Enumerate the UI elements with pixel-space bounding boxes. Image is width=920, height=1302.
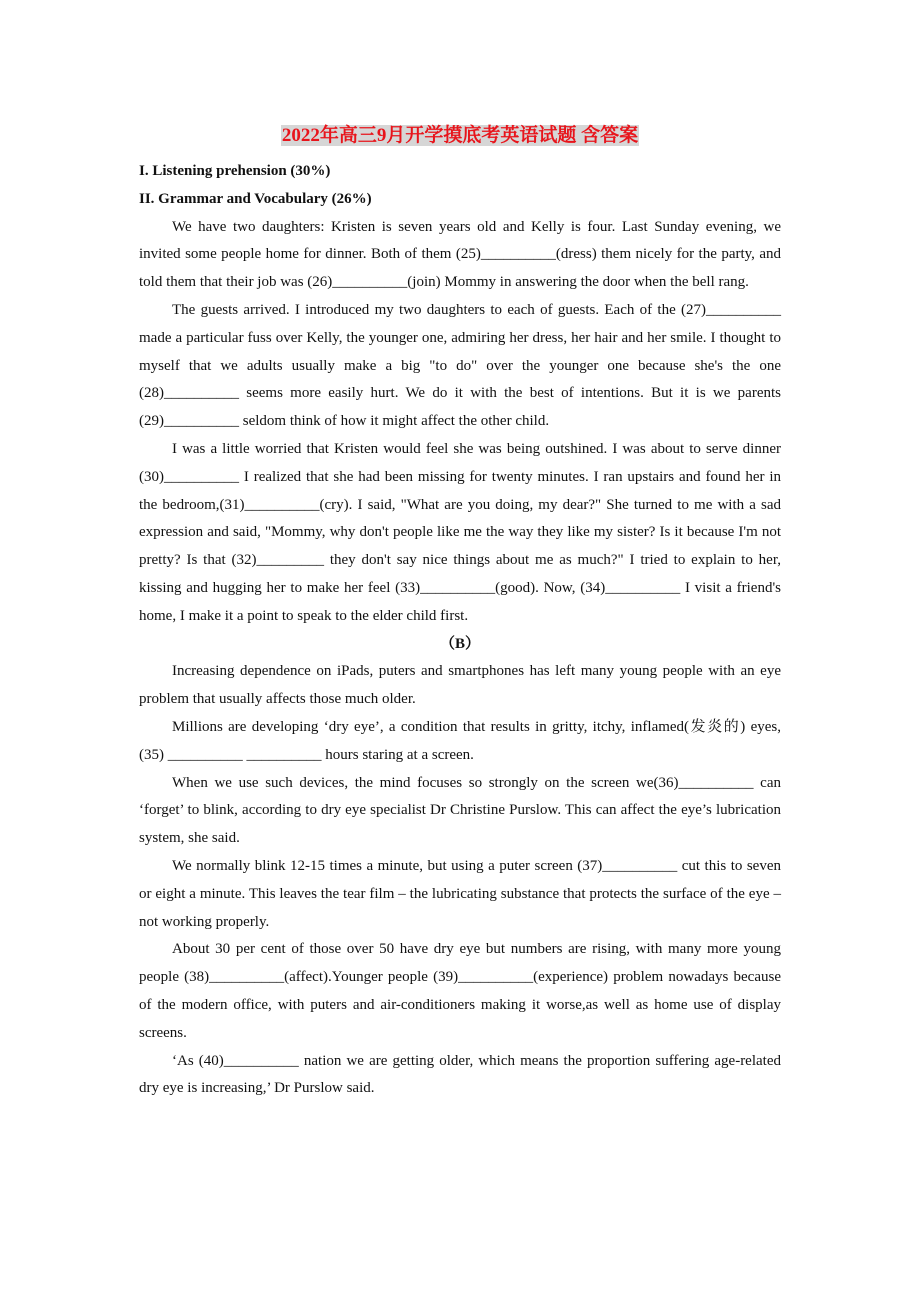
paragraph: About 30 per cent of those over 50 have dry eye but numbers are rising, with many more young people (38)__________(affect).Younger people (39)__________(experience) problem nowadays because of the modern office, with puters and air-conditioners making it worse,as well as home use of display screens. <box>139 941 781 1041</box>
section-heading-listening: I. Listening prehension (30%) <box>139 163 331 179</box>
paragraph: When we use such devices, the mind focuses so strongly on the screen we(36)__________ can ‘forget’ to blink, according to dry eye specialist Dr Christine Purslow. This can affect the eye’s lubrication system, she said. <box>139 774 781 847</box>
section-heading-grammar: II. Grammar and Vocabulary (26%) <box>139 190 372 207</box>
paragraph: We have two daughters: Kristen is seven years old and Kelly is four. Last Sunday evening, we invited some people home for dinner. Both of them (25)__________(dress) them nicely for the party, and told them that their job was (26)__________(join) Mommy in answering the door when the bell rang. <box>139 218 781 291</box>
document-title-text: 2022年高三9月开学摸底考英语试题 含答案 <box>281 125 639 146</box>
paragraph: ‘As (40)__________ nation we are getting older, which means the proportion suffering age-related dry eye is increasing,’ Dr Purslow said. <box>139 1052 781 1097</box>
document-page <box>139 118 781 1103</box>
paragraph: Millions are developing ‘dry eye’, a condition that results in gritty, itchy, inflamed(发炎的) eyes, (35) __________ __________ hours staring at a screen. <box>139 718 781 763</box>
paragraph: Increasing dependence on iPads, puters and smartphones has left many young people with an eye problem that usually affects those much older. <box>139 663 781 708</box>
paragraph: I was a little worried that Kristen would feel she was being outshined. I was about to serve dinner (30)__________ I realized that she had been missing for twenty minutes. I ran upstairs and found her in the bedroom,(31)__________(cry). I said, "What are you doing, my dear?" She turned to me with a sad expression and said, "Mommy, why don't people like me the way they like my sister? Is it because I'm not pretty? Is that (32)_________ they don't say nice things about me as much?" I tried to explain to her, kissing and hugging her to make her feel (33)__________(good). Now, (34)__________ I visit a friend's home, I make it a point to speak to the elder child first. <box>139 440 781 624</box>
paragraph: We normally blink 12-15 times a minute, but using a puter screen (37)__________ cut this to seven or eight a minute. This leaves the tear film – the lubricating substance that protects the surface of the eye – not working properly. <box>139 857 781 930</box>
part-b-label: （B） <box>439 635 480 652</box>
document-title <box>139 118 781 154</box>
paragraph: The guests arrived. I introduced my two daughters to each of guests. Each of the (27)__________ made a particular fuss over Kelly, the younger one, admiring her dress, her hair and her smile. I thought to myself that we adults usually make a big "to do" over the younger one because she's the one (28)__________ seems more easily hurt. We do it with the best of intentions. But it is we parents (29)__________ seldom think of how it might affect the other child. <box>139 301 781 430</box>
